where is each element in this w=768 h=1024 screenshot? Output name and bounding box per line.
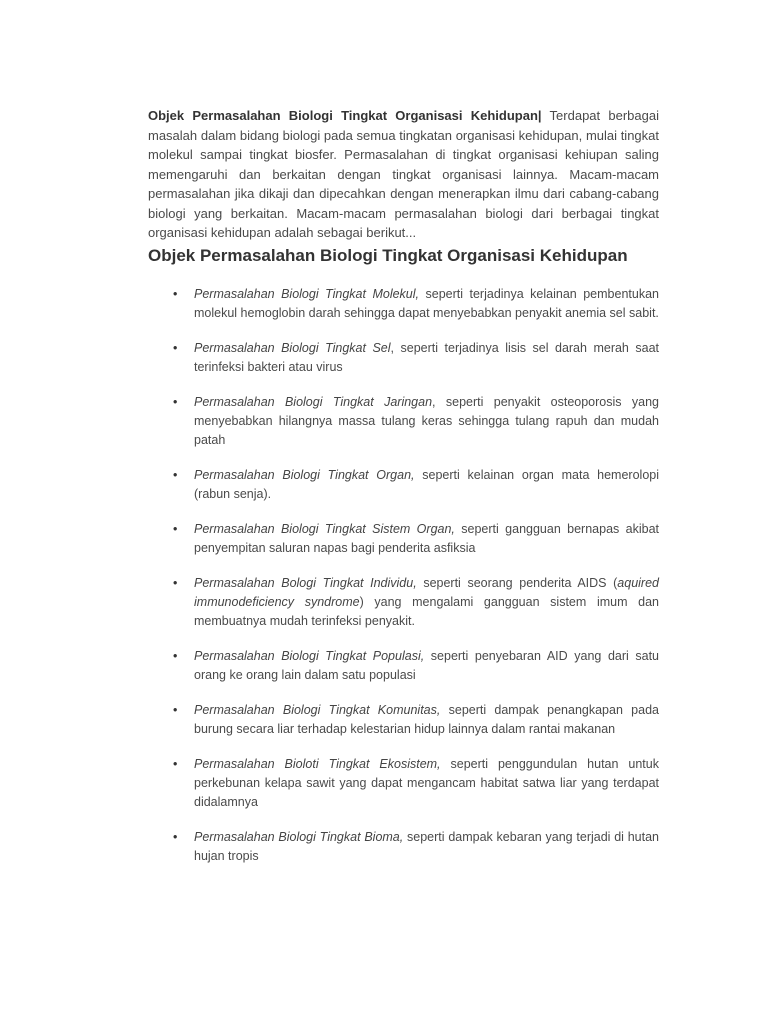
list-item (148, 828, 659, 866)
bullet-icon: • (173, 576, 178, 590)
bullet-icon: • (173, 341, 178, 355)
item-text-secondary: ) yang mengalami gangguan sistem imum dan membuatnya mudah terinfeksi penyakit. (194, 595, 659, 628)
item-term: Permasalahan Bioloti Tingkat Ekosistem, (194, 757, 441, 771)
item-term: Permasalahan Biologi Tingkat Organ, (194, 468, 415, 482)
item-term: Permasalahan Biologi Tingkat Jaringan (194, 395, 433, 409)
section-heading: Objek Permasalahan Biologi Tingkat Organisasi Kehidupan (148, 246, 628, 265)
list-item (148, 755, 659, 812)
bullet-icon: • (173, 830, 178, 844)
item-text: seperti dampak penangkapan pada burung secara liar terhadap kelestarian hidup lainnya dalam rantai makanan (194, 703, 659, 736)
item-text: , seperti penyakit osteoporosis yang menyebabkan hilangnya massa tulang keras sehingga tulang rapuh dan mudah patah (194, 395, 659, 447)
list-item (148, 647, 659, 685)
bullet-icon: • (173, 757, 178, 771)
intro-text: Terdapat berbagai masalah dalam bidang biologi pada semua tingkatan organisasi kehidupan, mulai tingkat molekul sampai tingkat biosfer. Permasalahan di tingkat organisasi kehiupan saling memengaruhi dan berkaitan dengan tingkat organisasi lainnya. Macam-macam permasalahan jika dikaji dan dipecahkan dengan menerapkan ilmu dari cabang-cabang biologi yang berkaitan. Macam-macam permasalahan biologi dari berbagai tingkat organisasi kehidupan adalah sebagai berikut... (148, 108, 659, 240)
bullet-icon: • (173, 522, 178, 536)
item-text: seperti gangguan bernapas akibat penyempitan saluran napas bagi penderita asfiksia (194, 522, 659, 555)
item-text: seperti terjadinya kelainan pembentukan molekul hemoglobin darah sehingga dapat menyebabkan penyakit anemia sel sabit. (194, 287, 659, 320)
item-text: seperti seorang penderita AIDS ( (416, 576, 618, 590)
list-item (148, 574, 659, 631)
item-text: seperti kelainan organ mata hemerolopi (rabun senja). (194, 468, 659, 501)
item-text: , seperti terjadinya lisis sel darah merah saat terinfeksi bakteri atau virus (194, 341, 659, 374)
intro-lead: Objek Permasalahan Biologi Tingkat Organisasi Kehidupan| (148, 108, 542, 123)
item-term: Permasalahan Biologi Tingkat Populasi, (194, 649, 425, 663)
bullet-icon: • (173, 468, 178, 482)
item-term: Permasalahan Biologi Tingkat Molekul, (194, 287, 420, 301)
list-item (148, 393, 659, 450)
item-text: seperti dampak kebaran yang terjadi di hutan hujan tropis (194, 830, 659, 863)
bullet-icon: • (173, 649, 178, 663)
bullet-icon: • (173, 395, 178, 409)
list-item (148, 520, 659, 558)
item-term: Permasalahan Bologi Tingkat Individu, (194, 576, 417, 590)
item-term-secondary: aquired immunodeficiency syndrome (194, 576, 659, 609)
list-item (148, 339, 659, 377)
intro-paragraph (148, 106, 659, 243)
item-text: seperti penyebaran AID yang dari satu orang ke orang lain dalam satu populasi (194, 649, 659, 682)
item-term: Permasalahan Biologi Tingkat Bioma, (194, 830, 404, 844)
problem-list (148, 285, 659, 882)
bullet-icon: • (173, 287, 178, 301)
item-text: seperti penggundulan hutan untuk perkebunan kelapa sawit yang dapat mengancam habitat satwa liar yang terdapat didalamnya (194, 757, 659, 809)
item-term: Permasalahan Biologi Tingkat Sistem Organ, (194, 522, 455, 536)
item-term: Permasalahan Biologi Tingkat Komunitas, (194, 703, 441, 717)
list-item (148, 285, 659, 323)
list-item (148, 701, 659, 739)
item-term: Permasalahan Biologi Tingkat Sel (194, 341, 391, 355)
bullet-icon: • (173, 703, 178, 717)
list-item (148, 466, 659, 504)
